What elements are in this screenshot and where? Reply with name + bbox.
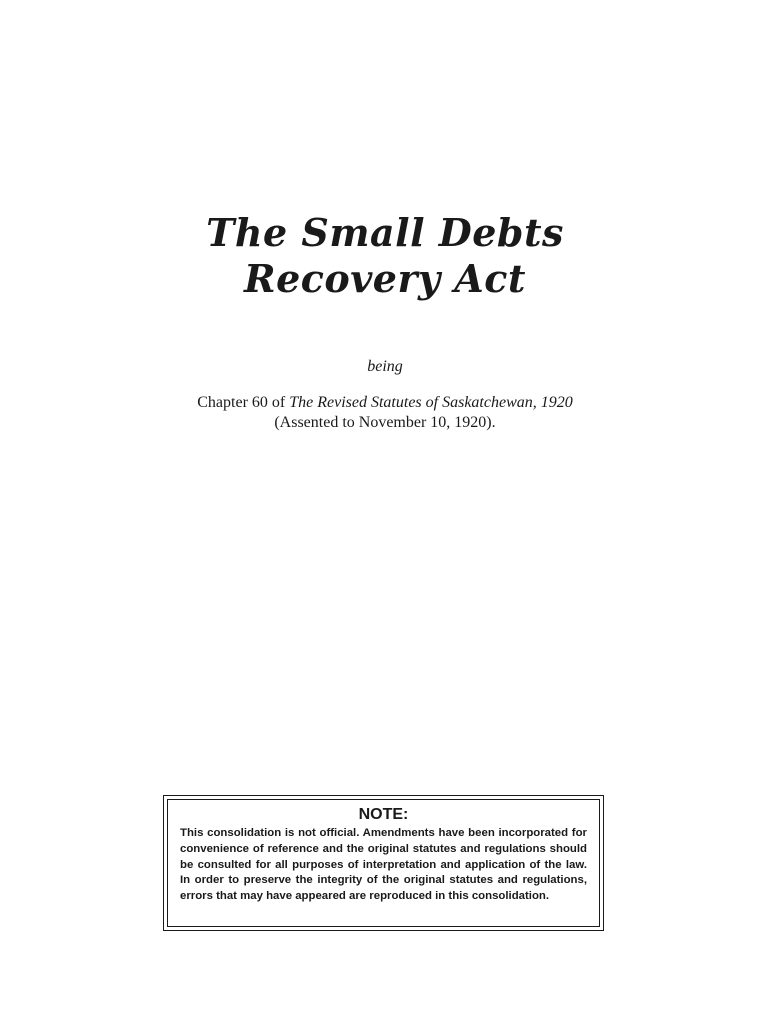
being-label: being xyxy=(367,358,403,375)
chapter-source: The Revised Statutes of Saskatchewan, 1920 xyxy=(289,394,573,411)
chapter-citation xyxy=(0,393,770,433)
assent-date: (Assented to November 10, 1920). xyxy=(274,414,496,431)
document-title xyxy=(0,210,770,302)
chapter-line xyxy=(0,393,770,413)
note-body: This consolidation is not official. Amendments have been incorporated for convenience of reference and the original statutes and regulations should be consulted for all purposes of interpretation and application of the law. In order to preserve the integrity of the original statutes and regulations, errors that may have appeared are reproduced in this consolidation. xyxy=(180,827,587,903)
chapter-prefix: Chapter 60 of xyxy=(197,394,290,411)
note-box-inner xyxy=(167,799,600,927)
title-line-2: Recovery Act xyxy=(243,256,526,301)
note-heading: NOTE: xyxy=(358,806,409,823)
title-line-1: The Small Debts xyxy=(206,210,564,255)
note-box xyxy=(163,795,604,931)
